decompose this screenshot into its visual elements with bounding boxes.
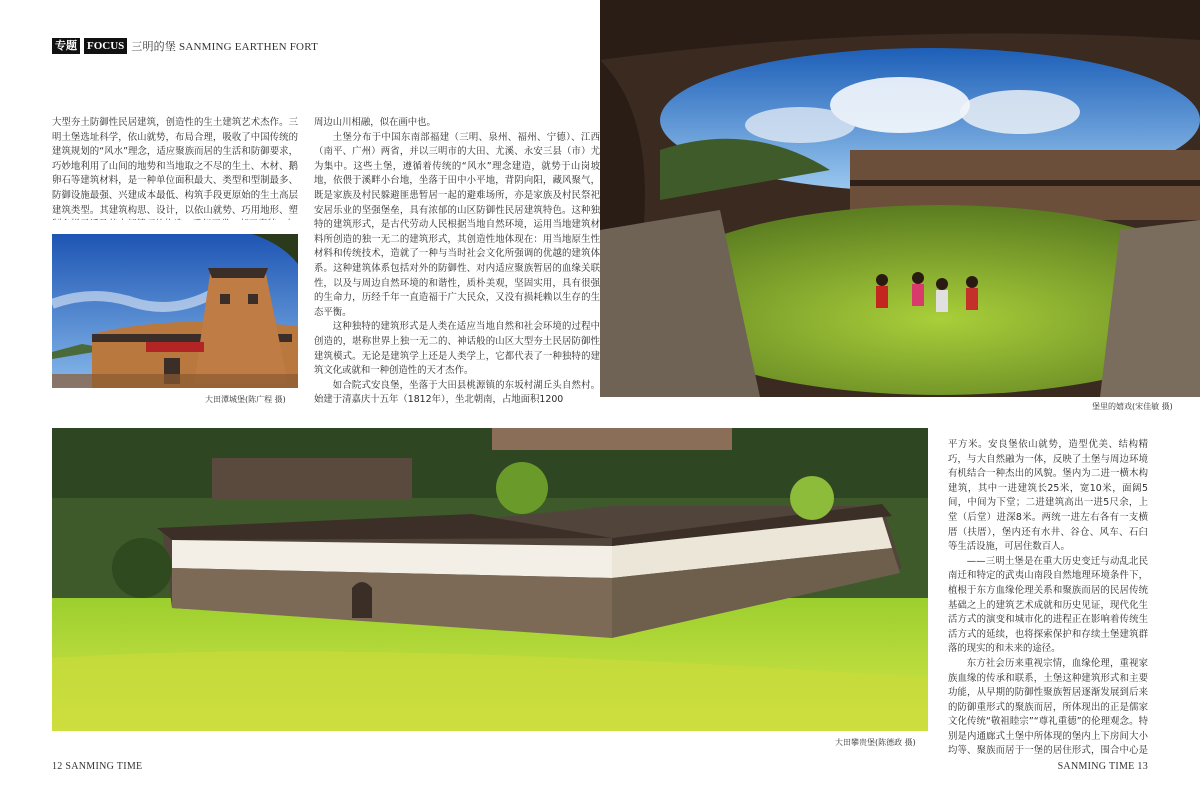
paragraph: 如合院式安良堡，坐落于大田县桃源镇的东坂村湖丘头自然村。始建于清嘉庆十五年（1812年），坐北朝南，占地面积1200 bbox=[314, 379, 600, 406]
footer-left-page-number: 12 SANMING TIME bbox=[52, 761, 143, 772]
text-column-2 bbox=[314, 116, 600, 412]
section-header bbox=[52, 38, 318, 54]
paragraph: 这种独特的建筑形式是人类在适应当地自然和社会环境的过程中创造的，堪称世界上独一无二的、神话般的山区大型夯土民居防御性建筑模式。无论是建筑学上还是人类学上，它都代表了一种独特的建筑文化或就和一种创造性的天才杰作。 bbox=[314, 321, 600, 377]
footer-right-page-number: SANMING TIME 13 bbox=[1057, 761, 1148, 772]
paragraph: 大型夯土防御性民居建筑，创造性的生土建筑艺术杰作。三明土堡选址科学，依山就势，布局合理，吸收了中国传统的建筑规划的“风水”理念，适应聚族而居的生活和防御要求，巧妙地利用了山间的地势和当地取之不尽的生土、木材、鹅卵石等建筑材料，是一种单位面积最大、类型和型制最多、防御设施最强、兴建成本最低、构筑手段更原始的生土高层建筑类型。其建筑构思、设计，以依山就势、巧用地形、塑 bbox=[52, 117, 298, 216]
caption-photo-1: 大田潭城堡(陈广程 摄) bbox=[205, 395, 286, 404]
paragraph: 平方米。安良堡依山就势，造型优美、结构精巧，与大自然融为一体，反映了土堡与周边环境有机结合一种杰出的风貌。堡内为二进一横木构建筑，其中一进建筑长25米，宽10米，面阔5间，中间为下堂；二进建筑高出一进5尺余，上堂（后堂）进深8米。两统一进左右各有一支横厝（扶厝），堡内还有水井、谷仓、风车、石臼等生活设施，可居住数百人。 bbox=[948, 439, 1148, 553]
paragraph: 周边山川相融，似在画中也。 bbox=[314, 117, 436, 128]
paragraph: ——三明土堡是在重大历史变迁与动乱北民南迁和特定的武夷山南段自然地理环境条件下，植根于东方血缘伦理关系和聚族而居的民居传统基础之上的建筑艺术成就和历史见证，现代化生活方式的演变和城市化的进程正在影响着传统生活方式的延续，也将探索保护和存续土堡建筑群落的现实的和未来的途径。 bbox=[948, 555, 1148, 655]
paragraph: 东方社会历来重视宗情，血缘伦理，重视家族血缘的传承和联系，土堡这种建筑形式和主要功能，从早期的防御性聚族暂居逐渐发展到后来的防御重形式的聚族而居，所体现出的正是儒家文化传统“敬祖睦宗”“尊礼重德”的伦理观念。特别是内通廊式土堡中所体现的堡内上下房间大小均等、聚族而居于一堡的居住形式，围合中心是 bbox=[948, 657, 1148, 757]
caption-photo-3: 大田攀贵堡(陈德政 摄) bbox=[835, 738, 916, 747]
caption-photo-2: 堡里的嬉戏(宋佳敏 摄) bbox=[1092, 402, 1173, 411]
section-title: 三明的堡 SANMING EARTHEN FORT bbox=[131, 41, 318, 53]
photo-courtyard-children bbox=[600, 0, 1200, 397]
photo-pangui-fort bbox=[52, 428, 928, 731]
section-tag-en: FOCUS bbox=[84, 38, 127, 54]
paragraph: 土堡分布于中国东南部福建（三明、泉州、福州、宁德）、江西（南平、广州）两省，并以三明市的大田、尤溪、永安三县（市）尤为集中。这些土堡，遵循着传统的“风水”理念建造，就势于山岗坡地，依偎于溪畔小台地，坐落于田中小平地，背阴向阳，藏风聚气，既是家族及村民躲避匪患暂居一起的避难场所，亦是家族及村民祭祀安居乐业的坚强堡垒，具有浓郁的山区防御性民居建筑特色。这种独特的建筑形式，是古代劳动人民根据当地自然环境，运用当地建筑材料所创造的独一无二的建筑形式，其创造性地体现在：用当地原生性材料和传统技术，造就了一种与当时社会文化所强调的优越的建筑体系。这种建筑体系包括对外的防御性、对内适应聚族暂居的血缘关联性，以及与周边自然环境的和谐性，质朴美观，坚固实用，具有很强的生命力，历经千年一直造福于广大民众，又没有损耗赖以生存的生态平衡。 bbox=[314, 131, 600, 318]
text-column-3 bbox=[948, 438, 1148, 758]
photo-tancheng-fort bbox=[52, 234, 298, 388]
text-column-1 bbox=[52, 116, 298, 220]
section-tag-cn: 专题 bbox=[52, 38, 80, 54]
